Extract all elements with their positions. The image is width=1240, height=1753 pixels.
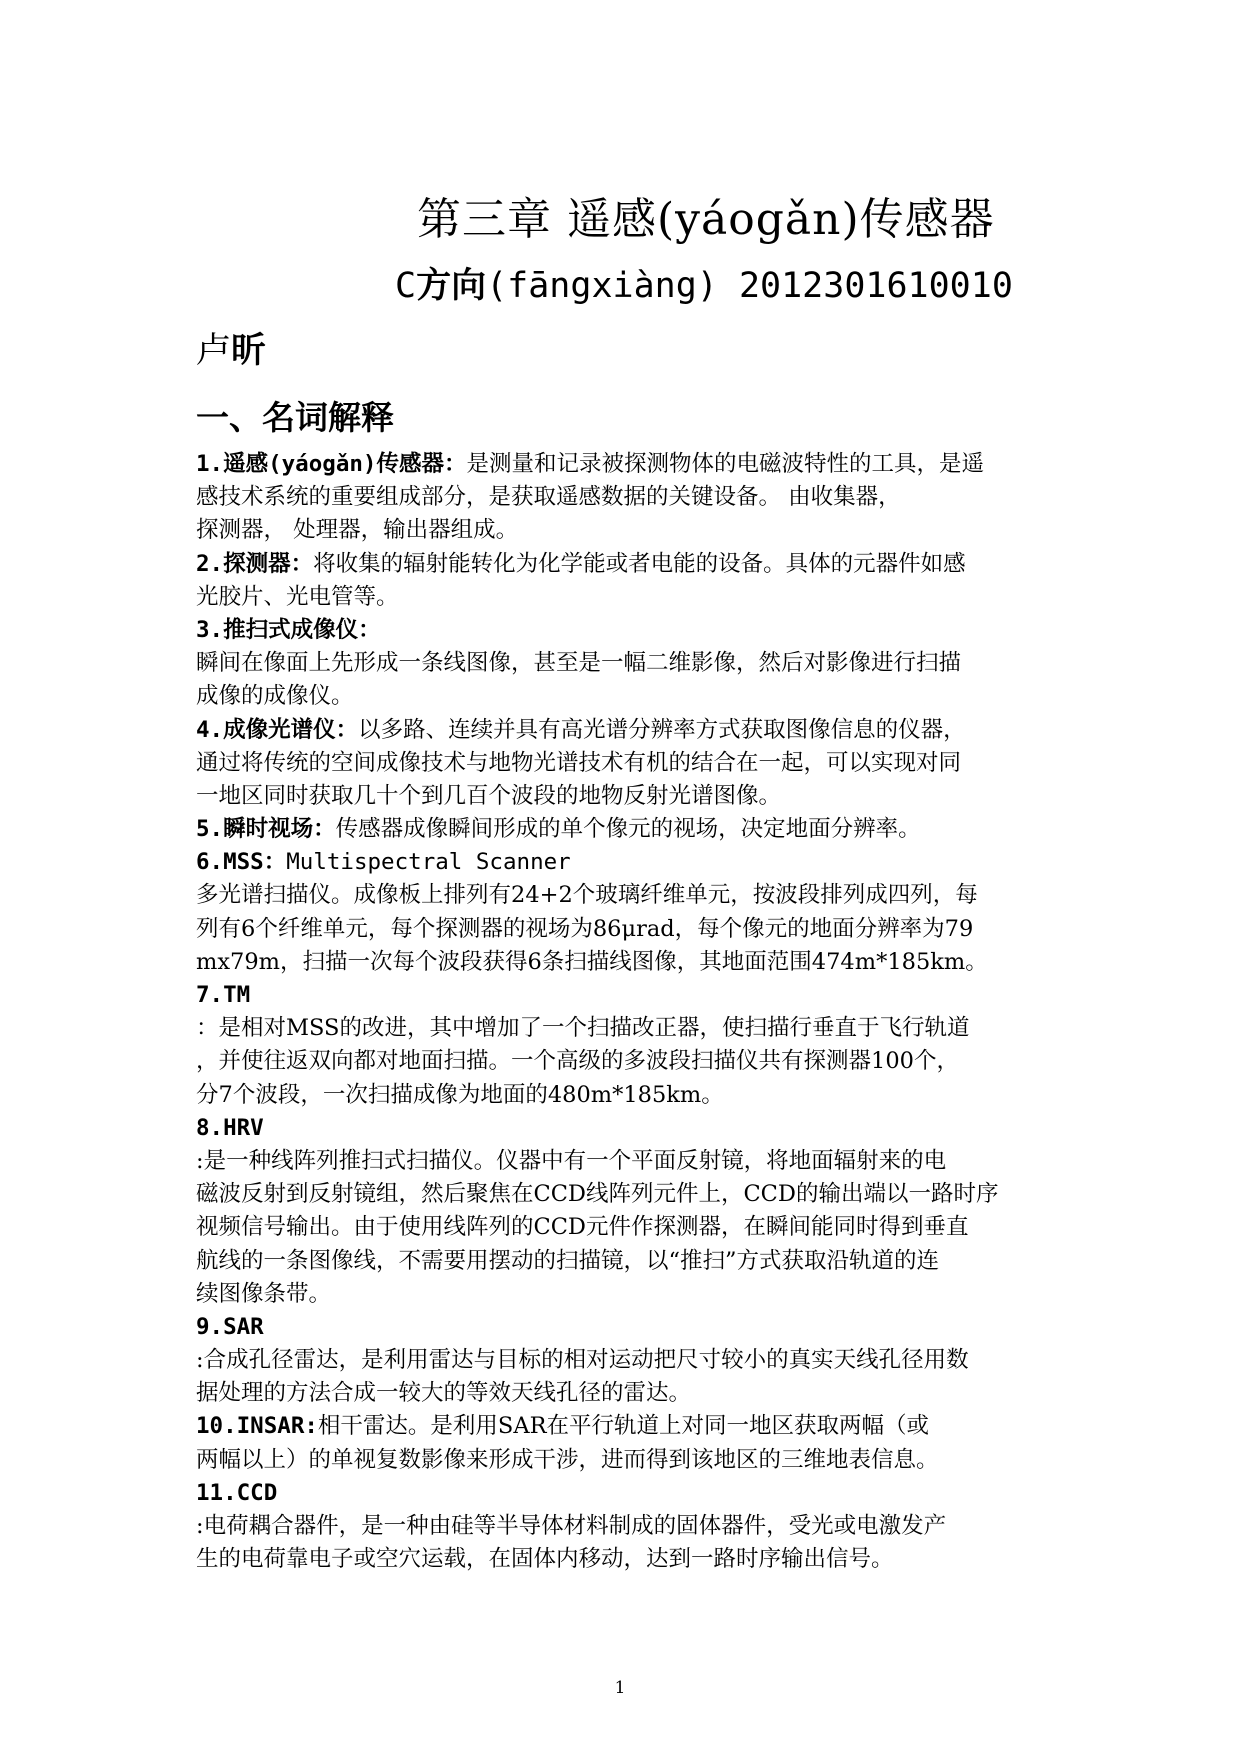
definition-term: 9.SAR [196,1313,264,1340]
definition-term: 8.HRV [196,1114,264,1141]
definition-term-line [196,548,1056,581]
definition-text-line [196,1211,1056,1244]
definition-text: 将收集的辐射能转化为化学能或者电能的设备。具体的元器件如感 [313,550,966,577]
subtitle-prefix: C [395,266,417,306]
definition-text-line [196,1510,1056,1543]
definition-term-line [196,1410,1056,1443]
definition-term: 4.成像光谱仪： [196,716,359,743]
definitions-body [196,448,1056,1576]
definition-text-line [196,680,1056,713]
definition-text-line [196,581,1056,614]
definition-text-line [196,481,1056,514]
definition-term-line [196,1311,1056,1344]
definition-term-line [196,979,1056,1012]
definition-text-line [196,647,1056,680]
definition-text-line [196,747,1056,780]
definition-text-line [196,913,1056,946]
definition-text: 感技术系统的重要组成部分，是获取遥感数据的关键设备。 由收集器， [196,484,901,511]
definition-term-line [196,846,1056,879]
definition-term: 2.探测器： [196,550,314,577]
author-name [196,323,266,379]
page-number: 1 [614,1678,626,1698]
definition-text-line [196,514,1056,547]
definition-text-line [196,1145,1056,1178]
definition-text: 续图像条带。 [196,1280,332,1307]
definition-text-line [196,780,1056,813]
definition-term: 1.遥感(yáogǎn)传感器： [196,451,467,477]
definition-text: 生的电荷靠电子或空穴运载，在固体内移动，达到一路时序输出信号。 [196,1546,894,1573]
definition-text-line [196,1344,1056,1377]
definition-text: 分7个波段，一次扫描成像为地面的480m*185km。 [196,1081,724,1108]
definition-text: 列有6个纤维单元，每个探测器的视场为86μrad，每个像元的地面分辨率为79 [196,915,974,942]
definition-term: 7.TM [196,982,251,1008]
definition-text: :合成孔径雷达，是利用雷达与目标的相对运动把尺寸较小的真实天线孔径用数 [196,1347,969,1374]
definition-text: :电荷耦合器件，是一种由硅等半导体材料制成的固体器件，受光或电激发产 [196,1513,947,1539]
definition-term: 6.MSS： [196,849,287,876]
subtitle-bold: 方向 [416,266,487,306]
definition-term: 3.推扫式成像仪： [196,616,381,643]
definition-text: 以多路、连续并具有高光谱分辨率方式获取图像信息的仪器， [358,716,966,743]
definition-text: 通过将传统的空间成像技术与地物光谱技术有机的结合在一起，可以实现对同 [196,749,962,776]
subtitle-rest: (fāngxiàng) 2012301610010 [486,266,1013,306]
definition-text: 探测器， 处理器，输出器组成。 [196,517,519,544]
definition-term-line [196,448,1056,481]
definition-text-line [196,879,1056,912]
definition-term: 11.CCD [196,1479,278,1506]
definition-text: 据处理的方法合成一较大的等效天线孔径的雷达。 [196,1380,692,1407]
definition-text-line [196,1278,1056,1311]
definition-term: 5.瞬时视场： [196,816,336,843]
definition-text: 瞬间在像面上先形成一条线图像，甚至是一幅二维影像，然后对影像进行扫描 [196,650,962,677]
author-second: 昕 [231,331,267,371]
definition-text-line [196,1012,1056,1045]
definition-term: 10.INSAR: [196,1413,318,1440]
definition-text: :是一种线阵列推扫式扫描仪。仪器中有一个平面反射镜，将地面辐射来的电 [196,1147,947,1174]
section-heading: 一、名词解释 [196,398,394,437]
chapter-title: 第三章 遥感(yáogǎn)传感器 [417,194,995,245]
definition-term-line [196,614,1056,647]
definition-text: 光胶片、光电管等。 [196,583,399,610]
definition-text: 视频信号输出。由于使用线阵列的CCD元件作探测器，在瞬间能同时得到垂直 [196,1214,969,1241]
definition-text: ，并使往返双向都对地面扫描。一个高级的多波段扫描仪共有探测器100个， [196,1048,959,1075]
definition-term-line [196,1112,1056,1145]
definition-term-line [196,1477,1056,1510]
definition-text: 成像的成像仪。 [196,683,354,710]
definition-text-line [196,1079,1056,1112]
definition-text: 是测量和记录被探测物体的电磁波特性的工具，是遥 [466,451,984,477]
definition-term-line [196,714,1056,747]
definition-text-line [196,1245,1056,1278]
definition-text: 传感器成像瞬间形成的单个像元的视场，决定地面分辨率。 [335,816,921,843]
definition-text: 一地区同时获取几十个到几百个波段的地物反射光谱图像。 [196,782,782,809]
definition-text: mx79m，扫描一次每个波段获得6条扫描线图像，其地面范围474m*185km。 [196,948,988,975]
definition-text: 磁波反射到反射镜组，然后聚焦在CCD线阵列元件上，CCD的输出端以一路时序 [196,1181,999,1208]
definition-term-line [196,813,1056,846]
definition-text: 两幅以上）的单视复数影像来形成干涉，进而得到该地区的三维地表信息。 [196,1446,939,1473]
author-first: 卢 [196,331,232,371]
definition-text-line [196,1444,1056,1477]
definition-text-line [196,1377,1056,1410]
definition-text-line [196,1543,1056,1576]
definition-text-line [196,946,1056,979]
definition-text-line [196,1178,1056,1211]
definition-text: ：是相对MSS的改进，其中增加了一个扫描改正器，使扫描行垂直于飞行轨道 [196,1015,970,1042]
definition-text: 相干雷达。是利用SAR在平行轨道上对同一地区获取两幅（或 [317,1413,930,1440]
subtitle [395,258,1013,314]
definition-text-line [196,1045,1056,1078]
definition-text: 航线的一条图像线，不需要用摆动的扫描镜，以“推扫”方式获取沿轨道的连 [196,1247,940,1274]
definition-text: Multispectral Scanner [286,849,571,876]
definition-text: 多光谱扫描仪。成像板上排列有24+2个玻璃纤维单元，按波段排列成四列，每 [196,882,978,909]
